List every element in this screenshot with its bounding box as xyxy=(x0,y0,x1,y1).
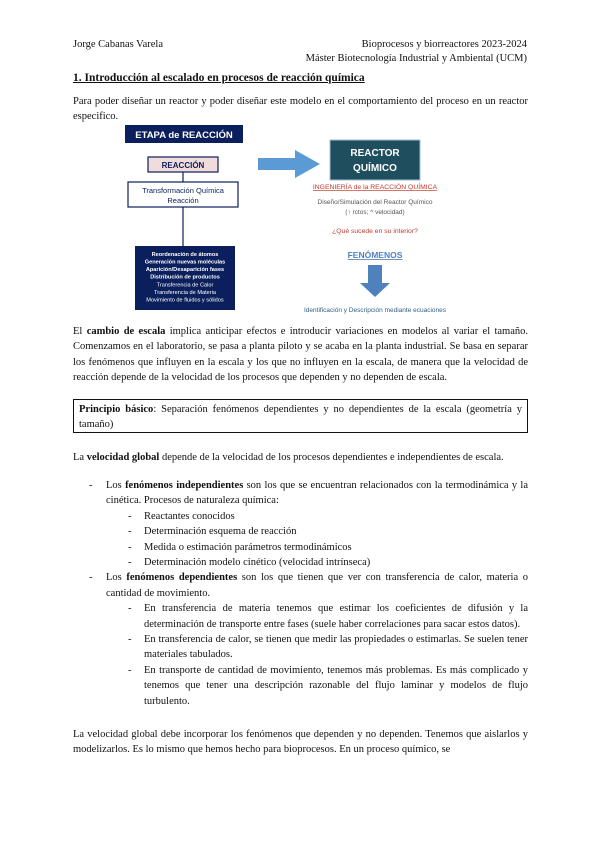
diseno-line-2: (↑ rctos; ^ velocidad) xyxy=(345,209,405,216)
identificacion-label: Identificación y Descripción mediante ecuaciones xyxy=(304,307,446,314)
header-course: Bioprocesos y biorreactores 2023-2024 xyxy=(361,39,527,50)
list-item: - Reactantes conocidos xyxy=(128,510,235,522)
list-item: - Determinación esquema de reacción xyxy=(128,526,297,538)
scale-change-paragraph: El cambio de escala implica anticipar efectos e introducir variaciones en modelos al variar el tamaño. Comenzamos en el laboratorio, se pasa a planta piloto y se acaba en la planta industrial. Se basa en separar los fenómenos que influyen en la escala y los que no influyen en la escala, de manera que la velocidad de reacción depende de la velocidad de los procesos que dependen y no dependen de escala. xyxy=(73,326,528,384)
principle-box xyxy=(73,399,528,433)
transformacion-line-1: Transformación Química xyxy=(142,186,224,195)
reactor-line-1: REACTOR xyxy=(350,148,400,159)
phenomena-list xyxy=(73,478,528,709)
header-program: Máster Biotecnología Industrial y Ambiental (UCM) xyxy=(305,53,527,64)
list-item: - En transferencia de materia tenemos que estimar los coeficientes de difusión y la determinación de transporte entre fases (suele haber correlaciones para sacar estos datos). xyxy=(128,603,528,630)
final-paragraph: La velocidad global debe incorporar los fenómenos que dependen y no dependen. Tenemos que aislarlos y modelizarlos. Es lo mismo que hemos hecho para bioprocesos. En un proceso químico, se xyxy=(73,729,528,756)
principle-text: Principio básico: Separación fenómenos dependientes y no dependientes de la escala (geometría y tamaño) xyxy=(79,404,522,430)
bold-term: fenómenos independientes xyxy=(125,480,244,491)
bold-term: fenómenos dependientes xyxy=(126,572,238,584)
reactor-box xyxy=(330,140,420,180)
intro-paragraph: Para poder diseñar un reactor y poder diseñar este modelo en el comportamiento del proceso en un reactor especifico. xyxy=(73,96,528,123)
list-item: Aparición/Desaparición fases xyxy=(145,267,225,273)
bold-term: cambio de escala xyxy=(86,326,166,337)
list-item: - Medida o estimación parámetros termodinámicos xyxy=(128,541,352,553)
list-item: - Determinación modelo cinético (velocidad intrínseca) xyxy=(128,557,371,569)
list-item: Transferencia de Calor xyxy=(156,282,214,289)
list-item: - Los fenómenos independientes son los que se encuentran relacionados con la termodinámica y la cinética. Procesos de naturaleza química: xyxy=(89,480,529,507)
list-item: - En transferencia de calor, se tienen que medir las propiedades o estimarlas. Se suelen tener materiales tabulados. xyxy=(128,634,528,661)
right-arrow-icon xyxy=(258,150,320,178)
list-item: Movimiento de fluidos y sólidos xyxy=(146,297,224,304)
global-velocity-paragraph: La velocidad global depende de la velocidad de los procesos dependientes e independientes de escala. xyxy=(73,452,504,463)
fenomenos-label: FENÓMENOS xyxy=(347,250,403,260)
down-arrow-icon xyxy=(360,265,390,297)
ingenieria-label: INGENIERÍA de la REACCIÓN QUÍMICA xyxy=(312,184,438,191)
transformacion-line-2: Reacción xyxy=(167,196,199,205)
list-item: Transferencia de Materia xyxy=(154,290,216,296)
reactor-line-2: QUÍMICO xyxy=(353,163,397,174)
list-item: Generación nuevas moléculas xyxy=(144,259,226,266)
list-item: Reordenación de átomos xyxy=(151,252,219,258)
bold-term: velocidad global xyxy=(86,452,160,463)
list-item: - Los fenómenos dependientes son los que tienen que ver con transferencia de calor, materia o cantidad de movimiento. xyxy=(89,572,529,599)
etapa-label: ETAPA de REACCIÓN xyxy=(135,130,233,141)
list-item: Distribución de productos xyxy=(150,274,220,281)
reaccion-label: REACCIÓN xyxy=(161,161,205,170)
section-title: 1. Introducción al escalado en procesos de reacción química xyxy=(73,72,365,84)
list-item: - En transporte de cantidad de movimiento, tenemos más problemas. Es más complicado y tenemos que tener una descripción razonable del flujo laminar y modelos de flujo turbulento. xyxy=(128,664,528,707)
header-author: Jorge Cabanas Varela xyxy=(73,39,163,50)
diseno-line-1: Diseño/Simulación del Reactor Químico xyxy=(317,199,433,206)
bold-term: Principio básico xyxy=(79,404,154,415)
reaction-stage-diagram xyxy=(110,122,500,318)
que-sucede-label: ¿Qué sucede en su interior? xyxy=(332,228,418,235)
